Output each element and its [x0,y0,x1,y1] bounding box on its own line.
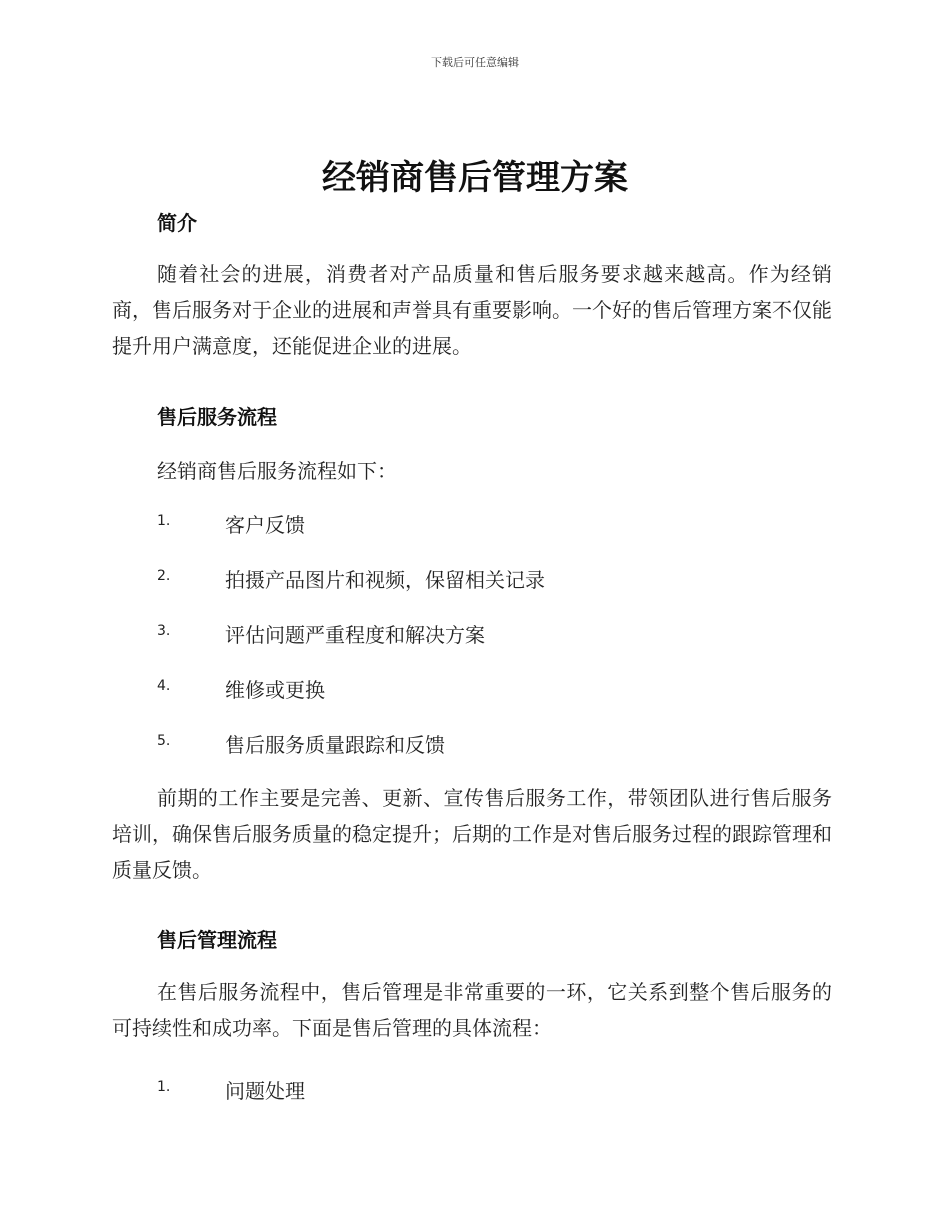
list-number: 2. [157,568,171,584]
header-note: 下载后可任意编辑 [431,56,519,69]
list-number: 5. [157,733,171,749]
section-heading-management-flow: 售后管理流程 [157,928,277,952]
list-text: 维修或更换 [225,678,325,702]
list-number: 1. [157,513,171,529]
list-item [157,564,857,594]
list-item [157,1075,857,1105]
list-number: 4. [157,678,171,694]
list-text: 问题处理 [225,1079,305,1103]
list-text: 客户反馈 [225,513,305,537]
list-item [157,619,857,649]
list-number: 3. [157,623,171,639]
list-number: 1. [157,1079,171,1095]
list-text: 拍摄产品图片和视频，保留相关记录 [225,568,545,592]
list-item [157,509,857,539]
list-text: 售后服务质量跟踪和反馈 [225,733,445,757]
list-text: 评估问题严重程度和解决方案 [225,623,485,647]
section-heading-intro: 简介 [157,211,197,235]
service-flow-lead: 经销商售后服务流程如下： [157,459,397,483]
document-title: 经销商售后管理方案 [322,158,628,198]
list-item [157,674,857,704]
service-flow-paragraph: 前期的工作主要是完善、更新、宣传售后服务工作，带领团队进行售后服务培训，确保售后服务质量的稳定提升；后期的工作是对售后服务过程的跟踪管理和质量反馈。 [112,786,832,882]
management-flow-paragraph: 在售后服务流程中，售后管理是非常重要的一环，它关系到整个售后服务的可持续性和成功率。下面是售后管理的具体流程： [112,980,832,1040]
intro-paragraph: 随着社会的进展，消费者对产品质量和售后服务要求越来越高。作为经销商，售后服务对于企业的进展和声誉具有重要影响。一个好的售后管理方案不仅能提升用户满意度，还能促进企业的进展。 [112,262,832,358]
section-heading-service-flow: 售后服务流程 [157,405,277,429]
list-item [157,729,857,759]
